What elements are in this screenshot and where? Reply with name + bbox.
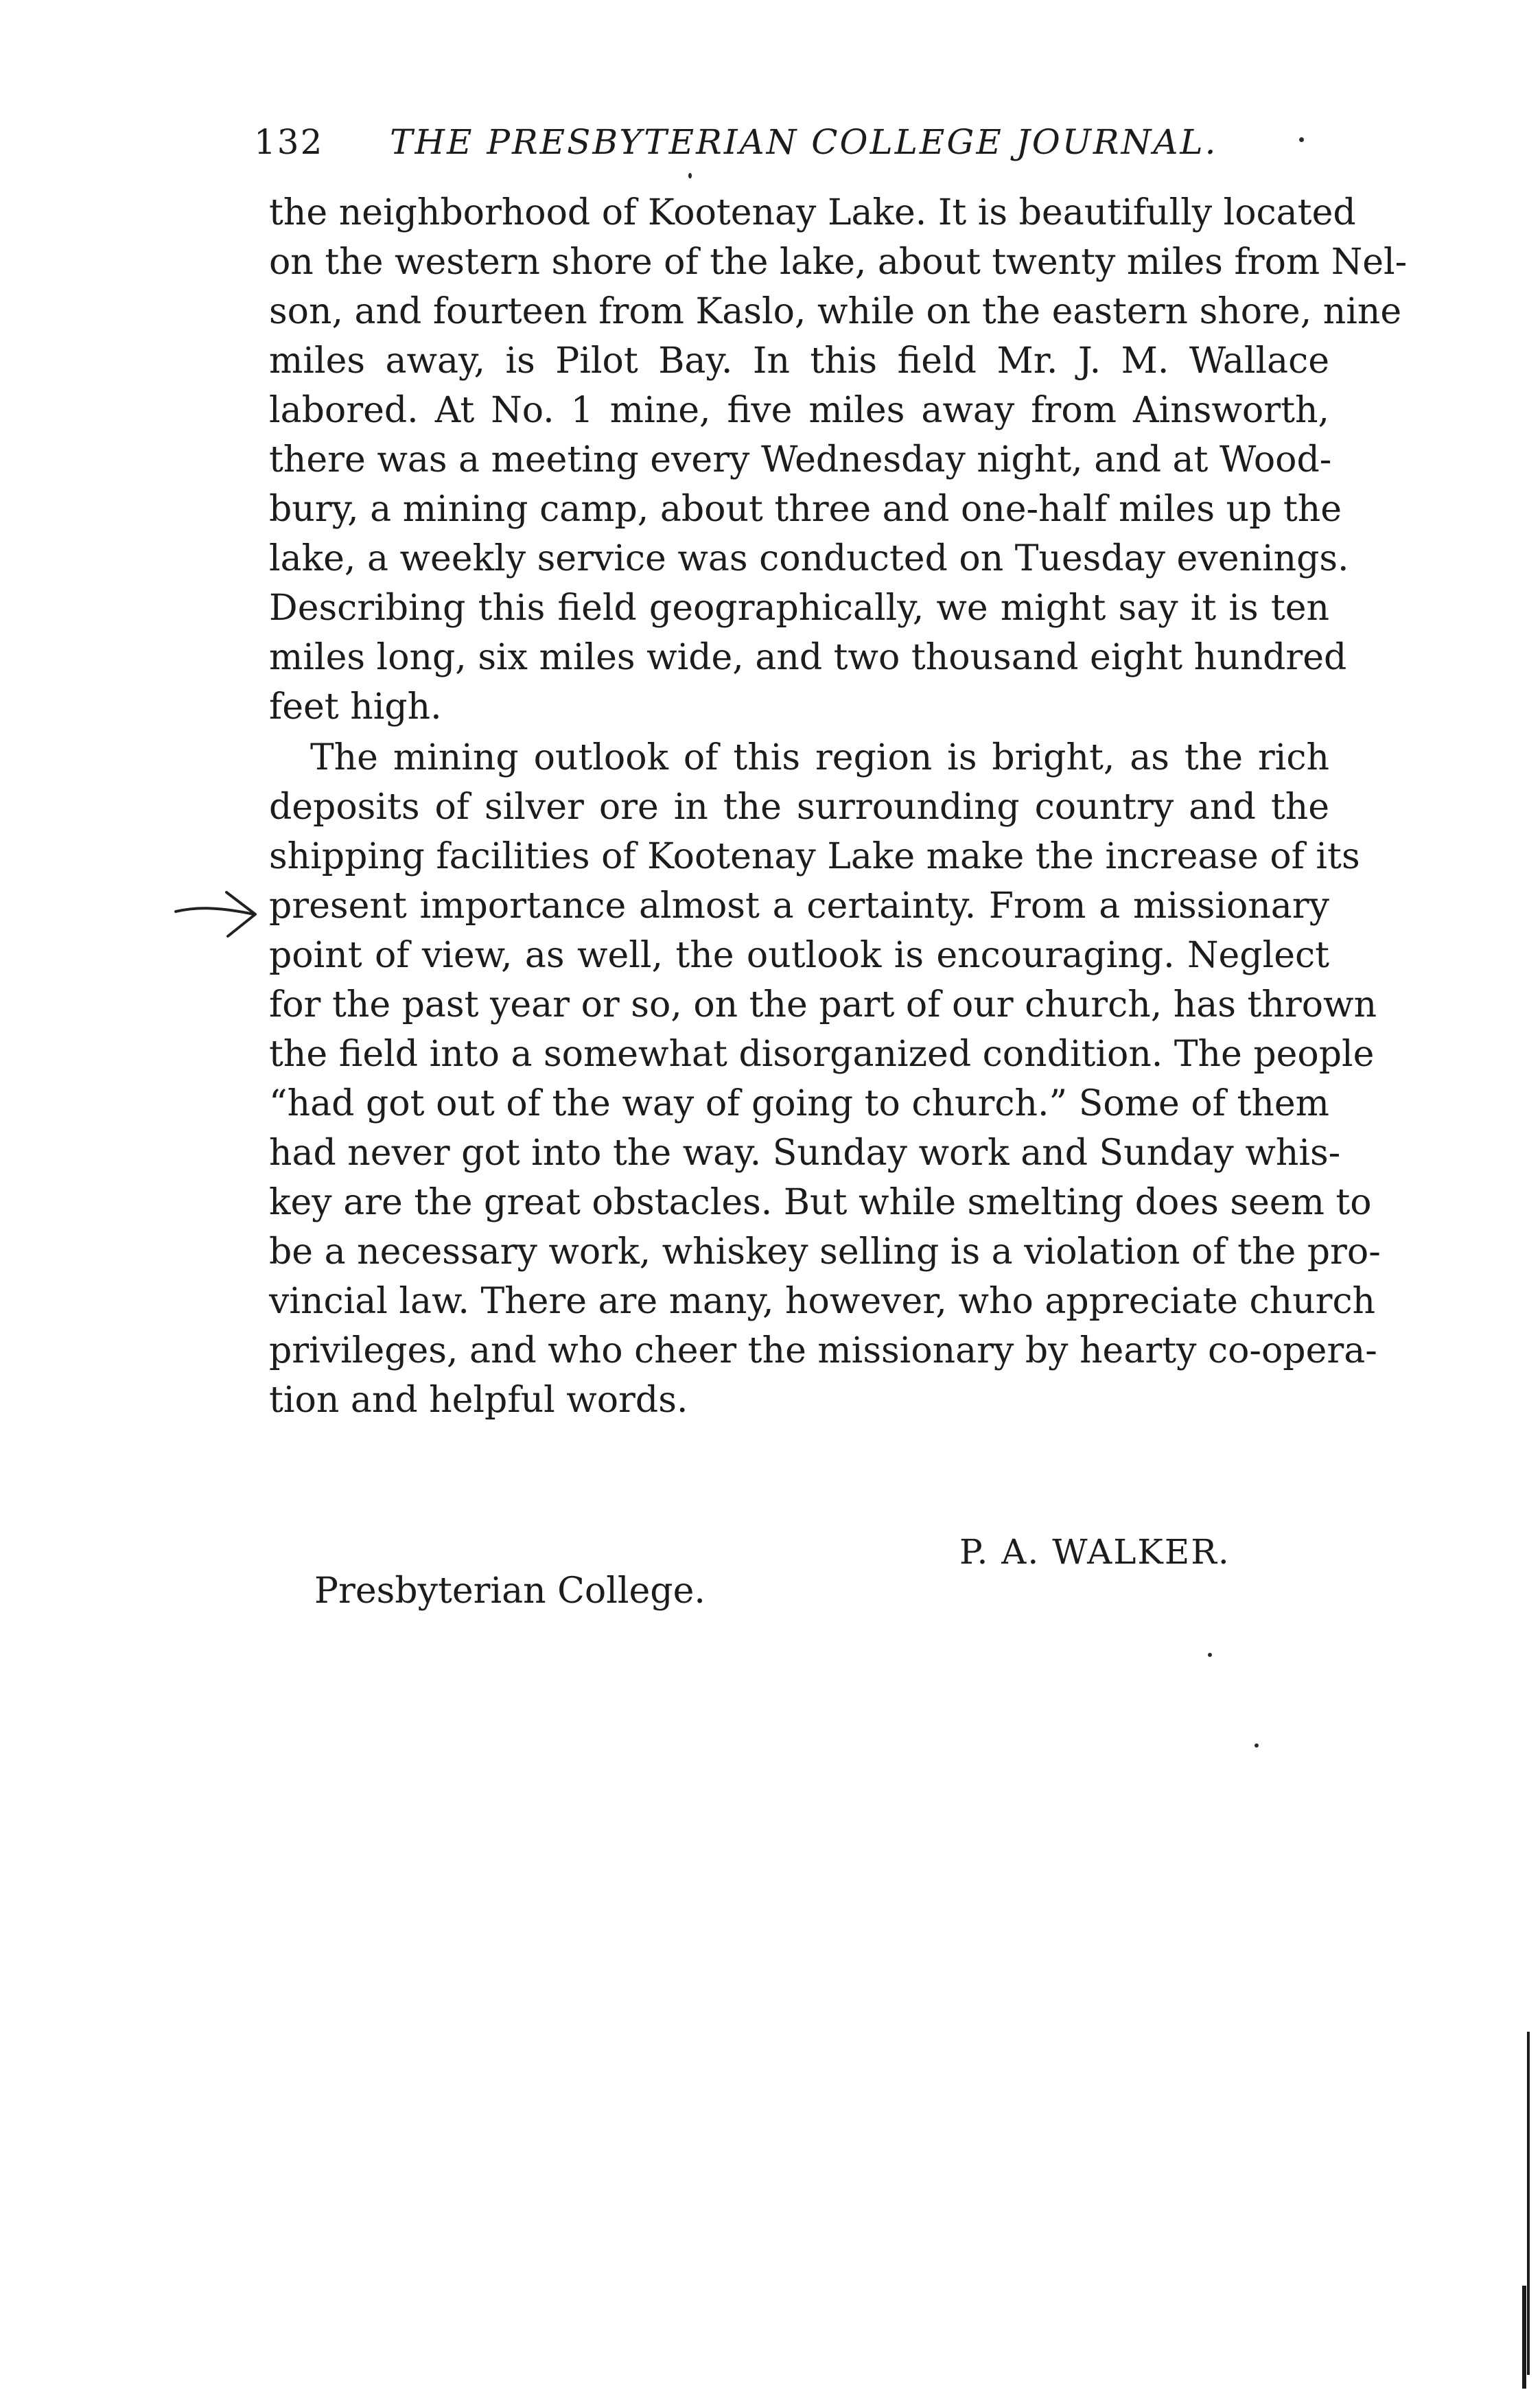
scan-speck <box>1208 1653 1212 1657</box>
text-line: Describing this field geographically, we might say it is ten <box>269 588 1329 629</box>
text-line: miles away, is Pilot Bay. In this field Mr. J. M. Wallace <box>269 340 1329 382</box>
text-line: had never got into the way. Sunday work and Sunday whis- <box>269 1133 1341 1174</box>
text-line: point of view, as well, the outlook is encouraging. Neglect <box>269 935 1329 976</box>
author-signature: P. A. WALKER. <box>959 1532 1230 1572</box>
running-title: THE PRESBYTERIAN COLLEGE JOURNAL. <box>390 122 1218 162</box>
text-line: privileges, and who cheer the missionary by hearty co-opera- <box>269 1330 1377 1371</box>
scan-speck <box>1255 1743 1259 1748</box>
scan-speck <box>1299 137 1304 142</box>
page-edge-mark <box>1522 2286 1526 2389</box>
text-line: on the western shore of the lake, about twenty miles from Nel- <box>269 242 1408 283</box>
text-line: there was a meeting every Wednesday night, and at Wood- <box>269 439 1332 480</box>
text-line: for the past year or so, on the part of our church, has thrown <box>269 984 1377 1025</box>
text-line: deposits of silver ore in the surrounding country and the <box>269 787 1329 828</box>
text-line: bury, a mining camp, about three and one-half miles up the <box>269 489 1342 530</box>
page-number: 132 <box>254 122 324 162</box>
author-affiliation: Presbyterian College. <box>314 1570 705 1612</box>
text-line: son, and fourteen from Kaslo, while on the eastern shore, nine <box>269 291 1402 332</box>
text-line: shipping facilities of Kootenay Lake make the increase of its <box>269 836 1360 877</box>
page-header <box>254 122 1325 170</box>
text-line: labored. At No. 1 mine, five miles away from Ainsworth, <box>269 390 1329 431</box>
text-line: tion and helpful words. <box>269 1380 688 1421</box>
text-line: key are the great obstacles. But while smelting does seem to <box>269 1182 1372 1223</box>
text-line: lake, a weekly service was conducted on Tuesday evenings. <box>269 538 1349 579</box>
text-line: The mining outlook of this region is bright, as the rich <box>310 737 1329 778</box>
margin-arrow-icon <box>173 887 262 942</box>
text-line: the neighborhood of Kootenay Lake. It is beautifully located <box>269 192 1356 233</box>
text-line: “had got out of the way of going to church.” Some of them <box>269 1083 1329 1124</box>
text-line: the field into a somewhat disorganized condition. The people <box>269 1034 1375 1075</box>
scan-speck <box>688 173 692 178</box>
text-line: vincial law. There are many, however, who appreciate church <box>269 1281 1376 1322</box>
text-line: miles long, six miles wide, and two thousand eight hundred <box>269 637 1347 678</box>
text-line: feet high. <box>269 686 442 728</box>
page-edge-mark <box>1527 2032 1530 2375</box>
text-line: be a necessary work, whiskey selling is a violation of the pro- <box>269 1231 1381 1273</box>
text-line: present importance almost a certainty. From a missionary <box>269 885 1329 927</box>
